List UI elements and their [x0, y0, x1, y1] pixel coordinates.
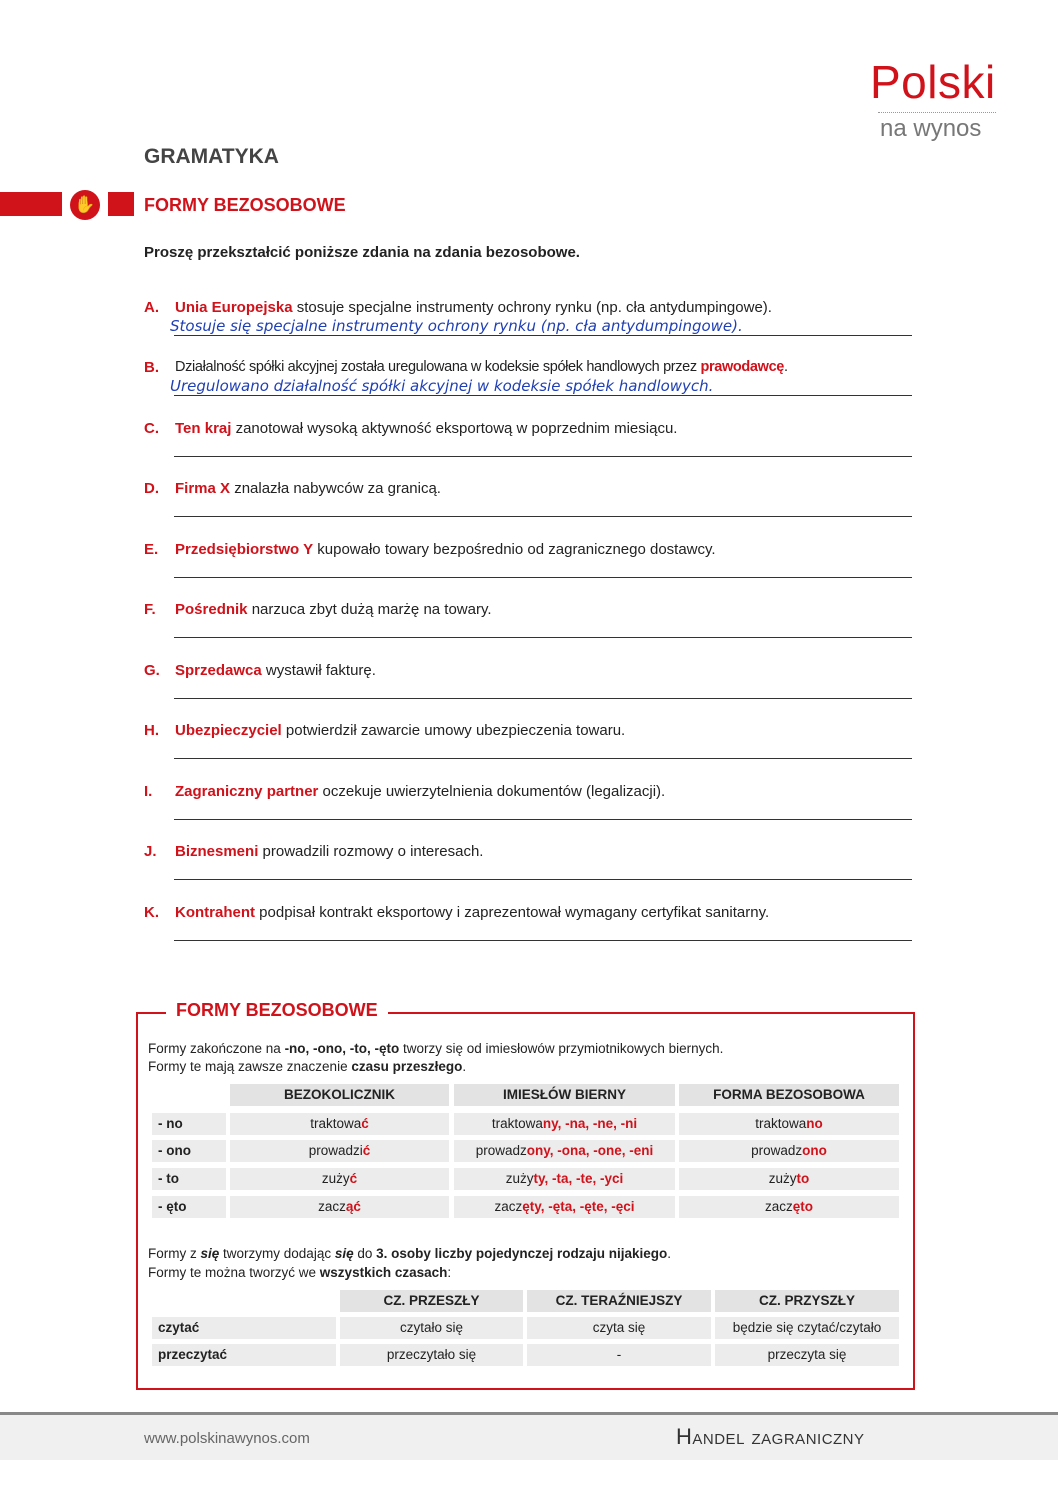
footer-topic: Handel zagraniczny — [676, 1424, 865, 1449]
exercise-letter: F. — [144, 601, 156, 618]
intro-text: się — [334, 1246, 354, 1261]
page-category: GRAMATYKA — [144, 145, 279, 168]
table-cell: przeczyta się — [715, 1344, 899, 1366]
sentence-text: stosuje specjalne instrumenty ochrony rynku (np. cła antydumpingowe). — [292, 299, 772, 316]
cell-ending: ęto — [792, 1199, 813, 1214]
table-cell — [454, 1196, 675, 1218]
intro-text: tworzymy dodając — [219, 1246, 335, 1261]
section-bar — [108, 192, 134, 216]
section-title: FORMY BEZOSOBOWE — [144, 195, 346, 215]
answer-line[interactable] — [174, 819, 912, 820]
exercise-item — [144, 783, 924, 843]
exercise-sentence — [175, 904, 769, 921]
cell-ending: ono — [802, 1143, 827, 1158]
exercise-item — [144, 480, 924, 540]
exercise-item — [144, 299, 924, 359]
exercise-sentence — [175, 420, 677, 437]
sentence-text: . — [784, 359, 788, 375]
table-cell — [454, 1168, 675, 1190]
cell-stem: traktowa — [310, 1116, 362, 1131]
cell-ending: to — [796, 1171, 810, 1186]
answer-line[interactable] — [174, 940, 912, 941]
sentence-text: prowadzili rozmowy o interesach. — [258, 843, 484, 860]
cell-ending: ny, -na, -ne, -ni — [542, 1116, 638, 1131]
grammar-intro-4 — [148, 1265, 451, 1280]
cell-stem: zacz — [494, 1199, 523, 1214]
table-cell — [230, 1168, 449, 1190]
cell-stem: zacz — [318, 1199, 346, 1214]
exercise-letter: K. — [144, 904, 159, 921]
grammar-box-title: FORMY BEZOSOBOWE — [166, 1000, 388, 1021]
grammar-intro-1 — [148, 1041, 723, 1056]
sentence-text: narzuca zbyt dużą marżę na towary. — [247, 601, 492, 618]
cell-ending: ć — [349, 1171, 358, 1186]
intro-text: -no, -ono, -to, -ęto — [284, 1041, 400, 1056]
table-cell — [230, 1113, 449, 1135]
intro-text: czasu przeszłego — [351, 1059, 463, 1074]
table-header: CZ. PRZYSZŁY — [715, 1290, 899, 1312]
table-cell: - — [527, 1344, 711, 1366]
table-header: CZ. TERAŹNIEJSZY — [527, 1290, 711, 1312]
exercise-item — [144, 662, 924, 722]
table-cell: przeczytało się — [340, 1344, 523, 1366]
intro-text: Formy te można tworzyć we — [148, 1265, 320, 1280]
exercise-sentence — [175, 601, 492, 618]
exercise-letter: A. — [144, 299, 159, 316]
exercise-letter: H. — [144, 722, 159, 739]
intro-text: Formy z — [148, 1246, 201, 1261]
exercise-sentence — [175, 783, 665, 800]
sentence-subject: Przedsiębiorstwo Y — [175, 541, 314, 558]
sentence-subject: Firma X — [175, 480, 231, 497]
table-cell — [230, 1196, 449, 1218]
exercise-letter: E. — [144, 541, 159, 558]
cell-stem: prowadzi — [308, 1143, 363, 1158]
logo-sub: na wynos — [880, 115, 982, 142]
table-cell — [454, 1113, 675, 1135]
sentence-text: Działalność spółki akcyjnej została uregulowana w kodeksie spółek handlowych przez — [175, 359, 701, 375]
handwritten-answer: Uregulowano działalność spółki akcyjnej w kodeksie spółek handlowych. — [170, 377, 714, 395]
row-label: czytać — [152, 1317, 336, 1339]
answer-line[interactable] — [174, 879, 912, 880]
answer-line[interactable] — [174, 577, 912, 578]
sentence-text: oczekuje uwierzytelnienia dokumentów (legalizacji). — [318, 783, 666, 800]
sentence-text: wystawił fakturę. — [261, 662, 376, 679]
logo-divider — [878, 112, 996, 113]
sentence-subject: Ten kraj — [175, 420, 232, 437]
sentence-subject: Pośrednik — [175, 601, 248, 618]
answer-line[interactable] — [174, 516, 912, 517]
answer-line[interactable] — [174, 698, 912, 699]
exercise-letter: B. — [144, 359, 159, 376]
intro-text: . — [462, 1059, 467, 1074]
exercise-letter: D. — [144, 480, 159, 497]
exercise-letter: G. — [144, 662, 160, 679]
exercise-sentence — [175, 359, 788, 375]
answer-line[interactable] — [174, 758, 912, 759]
cell-stem: traktowa — [755, 1116, 807, 1131]
exercise-item — [144, 359, 924, 419]
cell-stem: zacz — [764, 1199, 793, 1214]
answer-line[interactable] — [174, 637, 912, 638]
cell-ending: ony, -ona, -one, -eni — [526, 1143, 654, 1158]
exercise-item — [144, 904, 924, 964]
sentence-subject: Kontrahent — [175, 904, 255, 921]
row-label: - to — [152, 1168, 226, 1190]
table-cell — [679, 1113, 899, 1135]
grammar-intro-3 — [148, 1246, 671, 1261]
cell-ending: ąć — [345, 1199, 361, 1214]
intro-text: tworzy się od imiesłowów przymiotnikowych biernych. — [399, 1041, 724, 1056]
sentence-subject: Biznesmeni — [175, 843, 259, 860]
table-cell — [230, 1140, 449, 1162]
exercise-item — [144, 541, 924, 601]
cell-stem: traktowa — [491, 1116, 543, 1131]
exercise-sentence — [175, 480, 441, 497]
table-header: BEZOKOLICZNIK — [230, 1084, 449, 1106]
grammar-intro-2 — [148, 1059, 466, 1074]
answer-line[interactable] — [174, 395, 912, 396]
table-cell — [454, 1140, 675, 1162]
table-cell: będzie się czytać/czytało — [715, 1317, 899, 1339]
exercise-sentence — [175, 843, 483, 860]
cell-stem: zuży — [505, 1171, 534, 1186]
section-bar — [0, 192, 62, 216]
exercise-sentence — [175, 662, 376, 679]
logo-main: Polski — [870, 56, 996, 108]
table-cell: czytało się — [340, 1317, 523, 1339]
logo — [870, 55, 1010, 150]
cell-stem: prowadz — [751, 1143, 803, 1158]
table-cell: czyta się — [527, 1317, 711, 1339]
exercise-sentence — [175, 541, 716, 558]
table-cell — [679, 1168, 899, 1190]
intro-text: do — [353, 1246, 377, 1261]
intro-text: Formy zakończone na — [148, 1041, 285, 1056]
sentence-subject: Zagraniczny partner — [175, 783, 319, 800]
cell-stem: zuży — [768, 1171, 797, 1186]
exercise-sentence — [175, 299, 772, 316]
cell-stem: zuży — [321, 1171, 350, 1186]
intro-text: : — [447, 1265, 452, 1280]
row-label: - no — [152, 1113, 226, 1135]
exercise-item — [144, 420, 924, 480]
sentence-text: znalazła nabywców za granicą. — [230, 480, 441, 497]
hands-icon: ✋ — [70, 190, 100, 220]
row-label: przeczytać — [152, 1344, 336, 1366]
intro-text: 3. osoby liczby pojedynczej rodzaju nijakiego — [376, 1246, 668, 1261]
instruction: Proszę przekształcić poniższe zdania na zdania bezosobowe. — [144, 244, 580, 261]
footer-url[interactable]: www.polskinawynos.com — [144, 1430, 310, 1447]
cell-ending: no — [806, 1116, 823, 1131]
sentence-text: kupowało towary bezpośrednio od zagranicznego dostawcy. — [313, 541, 716, 558]
table-header: IMIESŁÓW BIERNY — [454, 1084, 675, 1106]
cell-ending: ty, -ta, -te, -yci — [533, 1171, 624, 1186]
sentence-subject: Sprzedawca — [175, 662, 262, 679]
exercise-item — [144, 843, 924, 903]
table-cell — [679, 1140, 899, 1162]
exercise-item — [144, 601, 924, 661]
sentence-text: podpisał kontrakt eksportowy i zaprezentował wymagany certyfikat sanitarny. — [255, 904, 770, 921]
table-cell — [679, 1196, 899, 1218]
exercise-item — [144, 722, 924, 782]
table-header: CZ. PRZESZŁY — [340, 1290, 523, 1312]
answer-line[interactable] — [174, 335, 912, 336]
exercise-letter: J. — [144, 843, 157, 860]
answer-line[interactable] — [174, 456, 912, 457]
sentence-subject: Ubezpieczyciel — [175, 722, 282, 739]
intro-text: . — [667, 1246, 671, 1261]
row-label: - ęto — [152, 1196, 226, 1218]
cell-ending: ć — [361, 1116, 369, 1131]
intro-text: wszystkich czasach — [319, 1265, 448, 1280]
sentence-text: zanotował wysoką aktywność eksportową w poprzednim miesiącu. — [231, 420, 678, 437]
cell-ending: ęty, -ęta, -ęte, -ęci — [522, 1199, 635, 1214]
exercise-sentence — [175, 722, 625, 739]
sentence-text: potwierdził zawarcie umowy ubezpieczenia towaru. — [281, 722, 626, 739]
intro-text: się — [200, 1246, 220, 1261]
sentence-subject: prawodawcę — [700, 359, 784, 375]
exercise-letter: I. — [144, 783, 153, 800]
row-label: - ono — [152, 1140, 226, 1162]
handwritten-answer: Stosuje się specjalne instrumenty ochrony rynku (np. cła antydumpingowe). — [170, 317, 743, 335]
cell-ending: ć — [362, 1143, 371, 1158]
sentence-subject: Unia Europejska — [175, 299, 293, 316]
intro-text: Formy te mają zawsze znaczenie — [148, 1059, 352, 1074]
table-header: FORMA BEZOSOBOWA — [679, 1084, 899, 1106]
cell-stem: prowadz — [475, 1143, 527, 1158]
exercise-letter: C. — [144, 420, 159, 437]
